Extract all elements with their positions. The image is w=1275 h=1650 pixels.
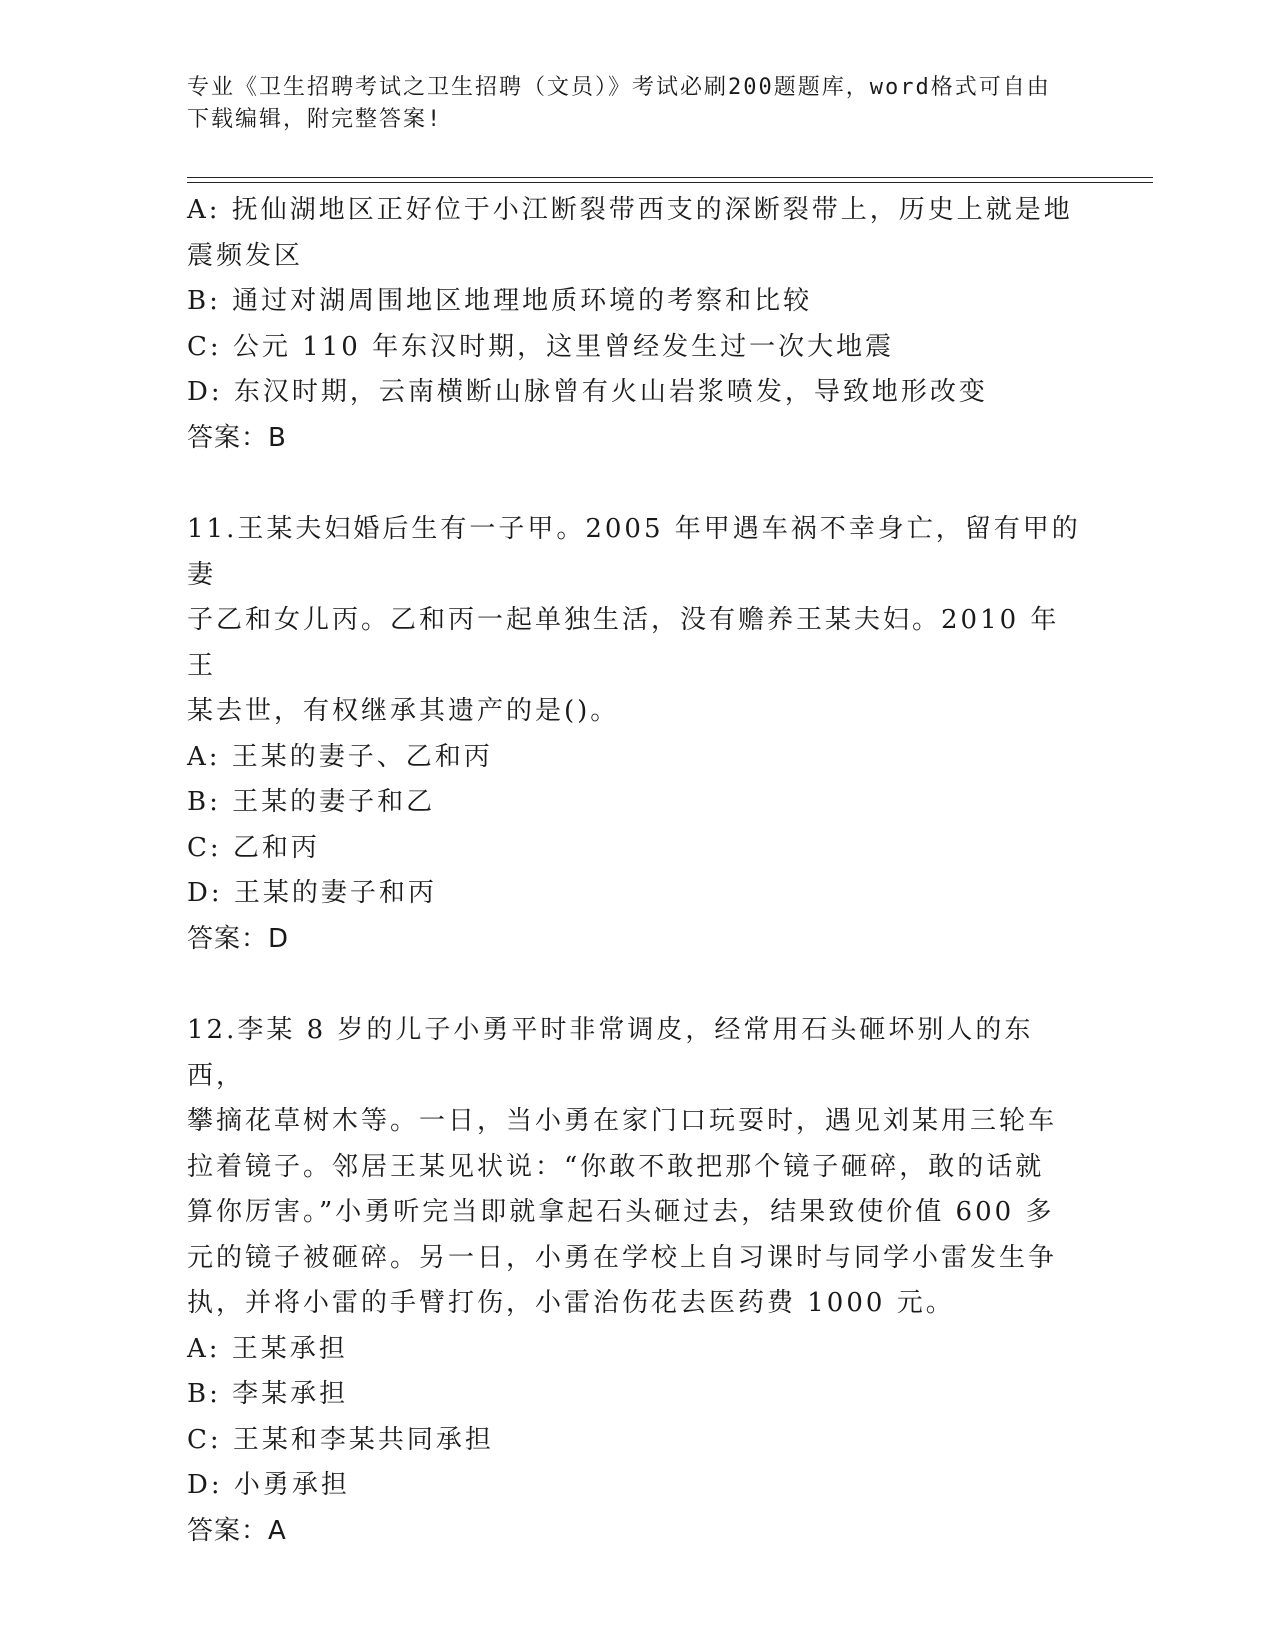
answer-line: 答案：A [187,1515,287,1546]
option-a-continued: 震频发区 [187,240,304,271]
option-list [187,188,1087,416]
option-c: C: 乙和丙 [187,832,320,863]
option-list [187,1327,1087,1509]
question-block-10 [187,188,1087,461]
question-text-line: 子乙和女儿丙。乙和丙一起单独生活，没有赡养王某夫妇。2010 年王 [187,605,1060,681]
option-b: B: 王某的妻子和乙 [187,787,436,817]
answer-line: 答案：B [187,422,287,453]
question-text-line: 算你厉害。”小勇听完当即就拿起石头砸过去，结果致使价值 600 多 [187,1197,1055,1227]
question-text-line: 11.王某夫妇婚后生有一子甲。2005 年甲遇车祸不幸身亡，留有甲的妻 [187,514,1081,590]
option-a: A: 王某承担 [187,1333,348,1364]
question-text-line: 攀摘花草树木等。一日，当小勇在家门口玩耍时，遇见刘某用三轮车 [187,1106,1058,1136]
option-b: B: 通过对湖周围地区地理地质环境的考察和比较 [187,286,813,316]
option-a: A: 王某的妻子、乙和丙 [187,741,493,772]
option-b: B: 李某承担 [187,1379,349,1409]
question-text-line: 某去世，有权继承其遗产的是()。 [187,696,620,726]
question-block-11 [187,507,1087,962]
answer-line: 答案：D [187,923,290,954]
header-divider [187,177,1153,183]
question-text-line: 执，并将小雷的手臂打伤，小雷治伤花去医药费 1000 元。 [187,1288,955,1318]
option-list [187,735,1087,917]
question-block-12 [187,1008,1087,1554]
option-a: A: 抚仙湖地区正好位于小江断裂带西支的深断裂带上，历史上就是地 [187,195,1073,225]
option-d: D: 小勇承担 [187,1470,350,1500]
option-d: D: 东汉时期，云南横断山脉曾有火山岩浆喷发，导致地形改变 [187,377,988,407]
option-c: C: 公元 110 年东汉时期，这里曾经发生过一次大地震 [187,331,895,362]
document-header: 专业《卫生招聘考试之卫生招聘（文员）》考试必刷200题题库，word格式可自由下载编辑，附完整答案! [187,75,1051,132]
block-spacer [187,962,1087,1008]
document-body [187,188,1087,1554]
block-spacer [187,461,1087,507]
question-text-line: 12.李某 8 岁的儿子小勇平时非常调皮，经常用石头砸坏别人的东西， [187,1015,1034,1091]
option-d: D: 王某的妻子和丙 [187,878,437,908]
question-text-line: 元的镜子被砸碎。另一日，小勇在学校上自习课时与同学小雷发生争 [187,1242,1058,1273]
question-text-line: 拉着镜子。邻居王某见状说：“你敢不敢把那个镜子砸碎，敢的话就 [187,1151,1045,1182]
option-c: C: 王某和李某共同承担 [187,1424,494,1455]
